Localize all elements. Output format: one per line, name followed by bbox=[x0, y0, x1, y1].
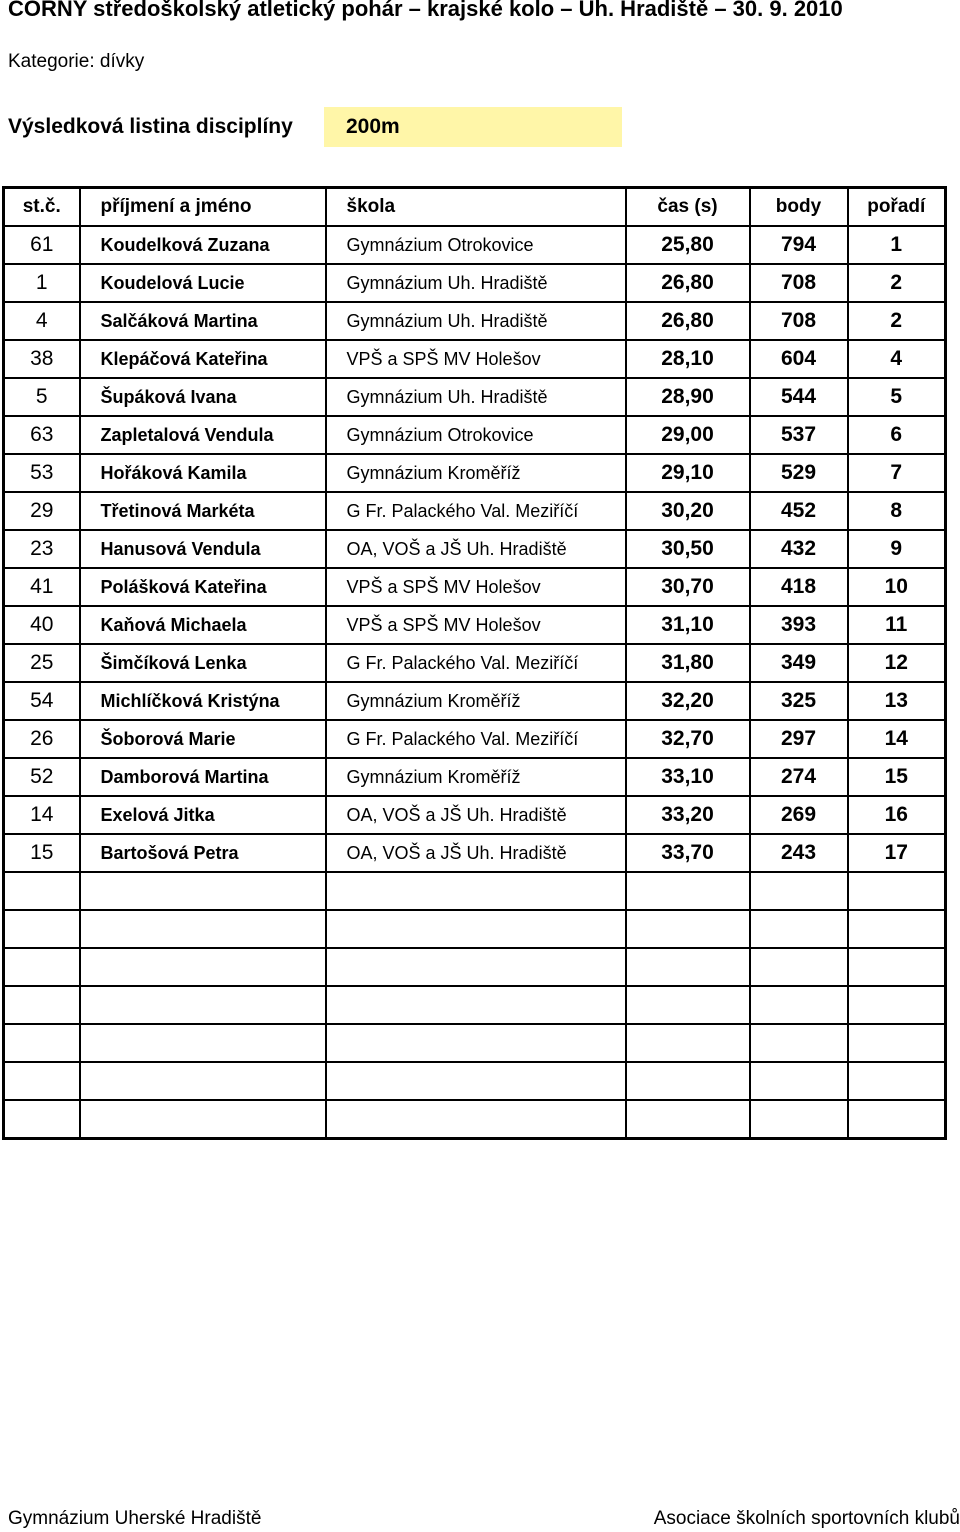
school-cell: Gymnázium Otrokovice bbox=[326, 226, 626, 264]
rank-cell bbox=[848, 1100, 946, 1139]
start-number-cell: 15 bbox=[4, 834, 80, 872]
points-cell: 794 bbox=[750, 226, 848, 264]
school-cell: Gymnázium Uh. Hradiště bbox=[326, 378, 626, 416]
start-number-cell: 25 bbox=[4, 644, 80, 682]
school-cell: Gymnázium Kroměříž bbox=[326, 758, 626, 796]
time-cell: 25,80 bbox=[626, 226, 750, 264]
points-cell: 274 bbox=[750, 758, 848, 796]
school-cell: Gymnázium Kroměříž bbox=[326, 454, 626, 492]
points-cell bbox=[750, 1062, 848, 1100]
time-cell: 31,80 bbox=[626, 644, 750, 682]
school-cell: VPŠ a SPŠ MV Holešov bbox=[326, 568, 626, 606]
school-cell: VPŠ a SPŠ MV Holešov bbox=[326, 606, 626, 644]
points-cell: 432 bbox=[750, 530, 848, 568]
athlete-name-cell: Exelová Jitka bbox=[80, 796, 326, 834]
school-cell bbox=[326, 1100, 626, 1139]
table-row bbox=[4, 720, 946, 758]
table-row bbox=[4, 606, 946, 644]
time-cell: 26,80 bbox=[626, 302, 750, 340]
header-name: příjmení a jméno bbox=[80, 188, 326, 227]
table-row bbox=[4, 834, 946, 872]
start-number-cell: 1 bbox=[4, 264, 80, 302]
time-cell bbox=[626, 986, 750, 1024]
points-cell: 325 bbox=[750, 682, 848, 720]
points-cell: 418 bbox=[750, 568, 848, 606]
start-number-cell bbox=[4, 910, 80, 948]
rank-cell bbox=[848, 986, 946, 1024]
school-cell: Gymnázium Uh. Hradiště bbox=[326, 264, 626, 302]
time-cell: 32,20 bbox=[626, 682, 750, 720]
rank-cell: 6 bbox=[848, 416, 946, 454]
points-cell: 544 bbox=[750, 378, 848, 416]
points-cell: 529 bbox=[750, 454, 848, 492]
table-row bbox=[4, 416, 946, 454]
time-cell: 31,10 bbox=[626, 606, 750, 644]
school-cell: Gymnázium Otrokovice bbox=[326, 416, 626, 454]
footer-association: Asociace školních sportovních klubů bbox=[653, 1508, 960, 1529]
rank-cell: 7 bbox=[848, 454, 946, 492]
athlete-name-cell: Zapletalová Vendula bbox=[80, 416, 326, 454]
athlete-name-cell: Bartošová Petra bbox=[80, 834, 326, 872]
table-row bbox=[4, 226, 946, 264]
table-row bbox=[4, 910, 946, 948]
table-row bbox=[4, 530, 946, 568]
points-cell bbox=[750, 910, 848, 948]
school-cell bbox=[326, 948, 626, 986]
time-cell: 33,10 bbox=[626, 758, 750, 796]
rank-cell bbox=[848, 1024, 946, 1062]
rank-cell: 17 bbox=[848, 834, 946, 872]
rank-cell: 16 bbox=[848, 796, 946, 834]
time-cell bbox=[626, 872, 750, 910]
athlete-name-cell: Klepáčová Kateřina bbox=[80, 340, 326, 378]
points-cell bbox=[750, 986, 848, 1024]
rank-cell: 5 bbox=[848, 378, 946, 416]
rank-cell: 8 bbox=[848, 492, 946, 530]
time-cell: 30,50 bbox=[626, 530, 750, 568]
points-cell: 604 bbox=[750, 340, 848, 378]
table-row bbox=[4, 568, 946, 606]
start-number-cell bbox=[4, 948, 80, 986]
start-number-cell: 61 bbox=[4, 226, 80, 264]
athlete-name-cell bbox=[80, 910, 326, 948]
school-cell bbox=[326, 872, 626, 910]
athlete-name-cell: Damborová Martina bbox=[80, 758, 326, 796]
points-cell bbox=[750, 948, 848, 986]
school-cell bbox=[326, 1024, 626, 1062]
category-label: Kategorie: dívky bbox=[8, 51, 145, 72]
time-cell bbox=[626, 1062, 750, 1100]
header-rank: pořadí bbox=[848, 188, 946, 227]
time-cell: 32,70 bbox=[626, 720, 750, 758]
athlete-name-cell: Koudelková Zuzana bbox=[80, 226, 326, 264]
rank-cell: 11 bbox=[848, 606, 946, 644]
time-cell: 26,80 bbox=[626, 264, 750, 302]
table-row bbox=[4, 1024, 946, 1062]
school-cell: OA, VOŠ a JŠ Uh. Hradiště bbox=[326, 796, 626, 834]
table-row bbox=[4, 872, 946, 910]
rank-cell: 12 bbox=[848, 644, 946, 682]
table-row bbox=[4, 948, 946, 986]
points-cell: 393 bbox=[750, 606, 848, 644]
discipline-label: Výsledková listina disciplíny bbox=[8, 115, 293, 138]
athlete-name-cell: Michlíčková Kristýna bbox=[80, 682, 326, 720]
athlete-name-cell: Salčáková Martina bbox=[80, 302, 326, 340]
start-number-cell bbox=[4, 986, 80, 1024]
points-cell: 708 bbox=[750, 264, 848, 302]
time-cell: 33,20 bbox=[626, 796, 750, 834]
discipline-value: 200m bbox=[346, 115, 400, 138]
school-cell: OA, VOŠ a JŠ Uh. Hradiště bbox=[326, 530, 626, 568]
table-row bbox=[4, 1100, 946, 1139]
school-cell: VPŠ a SPŠ MV Holešov bbox=[326, 340, 626, 378]
athlete-name-cell bbox=[80, 872, 326, 910]
start-number-cell: 54 bbox=[4, 682, 80, 720]
start-number-cell bbox=[4, 1100, 80, 1139]
time-cell: 28,90 bbox=[626, 378, 750, 416]
rank-cell: 9 bbox=[848, 530, 946, 568]
table-row bbox=[4, 1062, 946, 1100]
header-points: body bbox=[750, 188, 848, 227]
points-cell: 452 bbox=[750, 492, 848, 530]
table-row bbox=[4, 986, 946, 1024]
table-row bbox=[4, 492, 946, 530]
header-school: škola bbox=[326, 188, 626, 227]
rank-cell: 2 bbox=[848, 264, 946, 302]
rank-cell: 15 bbox=[848, 758, 946, 796]
results-table bbox=[2, 186, 947, 1140]
page-title: CORNY středoškolský atletický pohár – krajské kolo – Uh. Hradiště – 30. 9. 2010 bbox=[8, 0, 843, 21]
points-cell bbox=[750, 1024, 848, 1062]
table-row bbox=[4, 682, 946, 720]
points-cell: 243 bbox=[750, 834, 848, 872]
athlete-name-cell: Hanusová Vendula bbox=[80, 530, 326, 568]
time-cell bbox=[626, 948, 750, 986]
rank-cell bbox=[848, 910, 946, 948]
start-number-cell: 53 bbox=[4, 454, 80, 492]
start-number-cell: 26 bbox=[4, 720, 80, 758]
table-row bbox=[4, 796, 946, 834]
time-cell bbox=[626, 1100, 750, 1139]
time-cell: 29,00 bbox=[626, 416, 750, 454]
school-cell: OA, VOŠ a JŠ Uh. Hradiště bbox=[326, 834, 626, 872]
time-cell: 33,70 bbox=[626, 834, 750, 872]
table-row bbox=[4, 378, 946, 416]
athlete-name-cell: Koudelová Lucie bbox=[80, 264, 326, 302]
athlete-name-cell bbox=[80, 1062, 326, 1100]
table-row bbox=[4, 302, 946, 340]
header-time: čas (s) bbox=[626, 188, 750, 227]
start-number-cell bbox=[4, 1062, 80, 1100]
table-row bbox=[4, 340, 946, 378]
athlete-name-cell bbox=[80, 948, 326, 986]
rank-cell: 2 bbox=[848, 302, 946, 340]
start-number-cell: 52 bbox=[4, 758, 80, 796]
school-cell: G Fr. Palackého Val. Meziříčí bbox=[326, 492, 626, 530]
start-number-cell: 14 bbox=[4, 796, 80, 834]
time-cell: 29,10 bbox=[626, 454, 750, 492]
start-number-cell: 5 bbox=[4, 378, 80, 416]
time-cell: 30,20 bbox=[626, 492, 750, 530]
athlete-name-cell: Kaňová Michaela bbox=[80, 606, 326, 644]
time-cell bbox=[626, 1024, 750, 1062]
rank-cell bbox=[848, 1062, 946, 1100]
points-cell: 349 bbox=[750, 644, 848, 682]
start-number-cell: 40 bbox=[4, 606, 80, 644]
rank-cell: 1 bbox=[848, 226, 946, 264]
athlete-name-cell: Hořáková Kamila bbox=[80, 454, 326, 492]
time-cell: 28,10 bbox=[626, 340, 750, 378]
athlete-name-cell: Šupáková Ivana bbox=[80, 378, 326, 416]
start-number-cell: 29 bbox=[4, 492, 80, 530]
school-cell bbox=[326, 986, 626, 1024]
athlete-name-cell bbox=[80, 1024, 326, 1062]
athlete-name-cell: Polášková Kateřina bbox=[80, 568, 326, 606]
rank-cell bbox=[848, 948, 946, 986]
athlete-name-cell bbox=[80, 986, 326, 1024]
school-cell: Gymnázium Uh. Hradiště bbox=[326, 302, 626, 340]
points-cell: 537 bbox=[750, 416, 848, 454]
athlete-name-cell bbox=[80, 1100, 326, 1139]
rank-cell bbox=[848, 872, 946, 910]
table-row bbox=[4, 758, 946, 796]
school-cell bbox=[326, 910, 626, 948]
school-cell: Gymnázium Kroměříž bbox=[326, 682, 626, 720]
start-number-cell: 38 bbox=[4, 340, 80, 378]
table-row bbox=[4, 264, 946, 302]
header-start-number: st.č. bbox=[4, 188, 80, 227]
time-cell bbox=[626, 910, 750, 948]
footer-organizer: Gymnázium Uherské Hradiště bbox=[8, 1508, 262, 1529]
start-number-cell: 41 bbox=[4, 568, 80, 606]
table-row bbox=[4, 454, 946, 492]
start-number-cell: 23 bbox=[4, 530, 80, 568]
table-row bbox=[4, 644, 946, 682]
school-cell: G Fr. Palackého Val. Meziříčí bbox=[326, 720, 626, 758]
rank-cell: 10 bbox=[848, 568, 946, 606]
points-cell: 297 bbox=[750, 720, 848, 758]
start-number-cell: 63 bbox=[4, 416, 80, 454]
rank-cell: 13 bbox=[848, 682, 946, 720]
points-cell bbox=[750, 1100, 848, 1139]
table-header-row bbox=[4, 188, 946, 227]
athlete-name-cell: Šimčíková Lenka bbox=[80, 644, 326, 682]
rank-cell: 4 bbox=[848, 340, 946, 378]
time-cell: 30,70 bbox=[626, 568, 750, 606]
start-number-cell: 4 bbox=[4, 302, 80, 340]
start-number-cell bbox=[4, 872, 80, 910]
school-cell bbox=[326, 1062, 626, 1100]
rank-cell: 14 bbox=[848, 720, 946, 758]
points-cell: 708 bbox=[750, 302, 848, 340]
athlete-name-cell: Šoborová Marie bbox=[80, 720, 326, 758]
athlete-name-cell: Třetinová Markéta bbox=[80, 492, 326, 530]
school-cell: G Fr. Palackého Val. Meziříčí bbox=[326, 644, 626, 682]
start-number-cell bbox=[4, 1024, 80, 1062]
points-cell: 269 bbox=[750, 796, 848, 834]
points-cell bbox=[750, 872, 848, 910]
